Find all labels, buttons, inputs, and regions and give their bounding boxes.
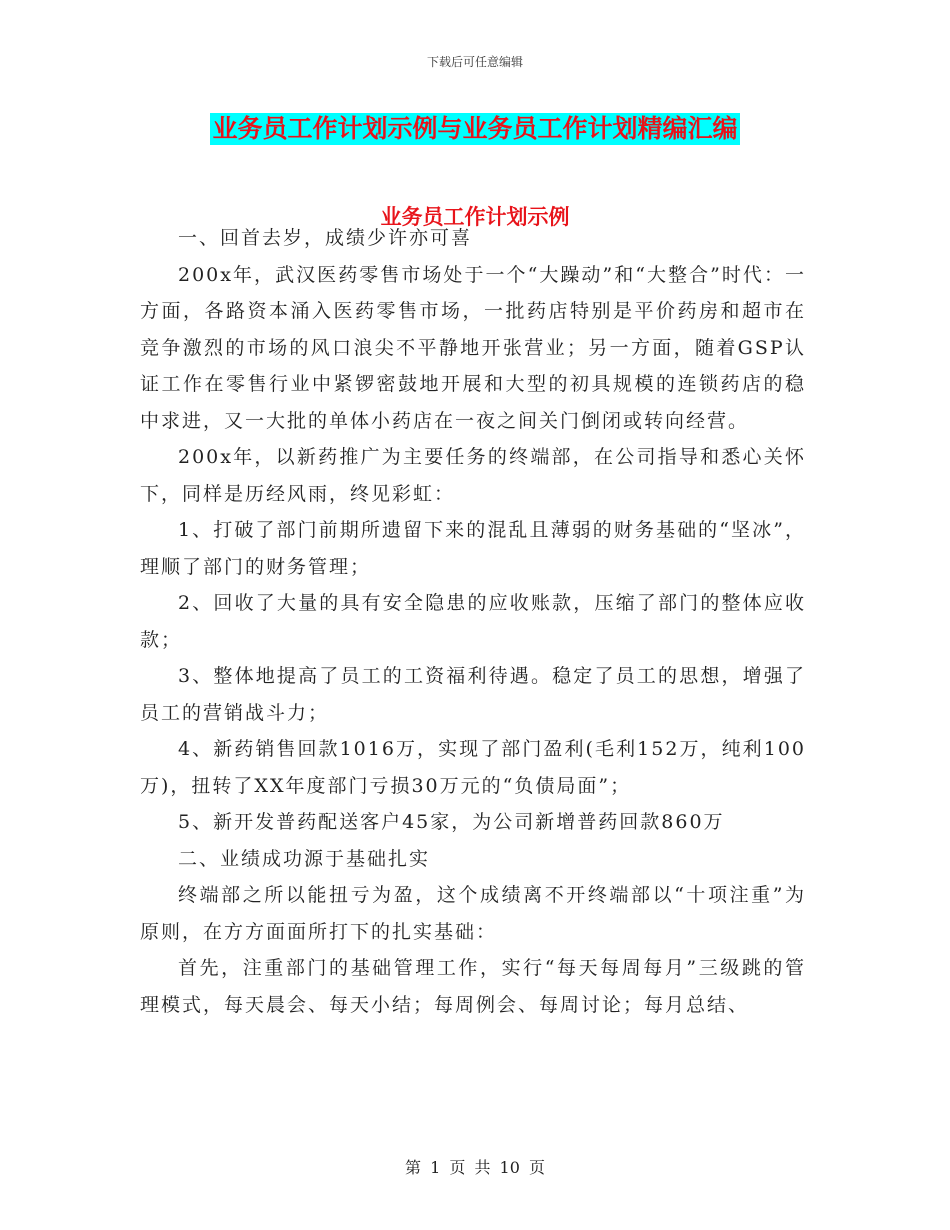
paragraph: 一、回首去岁，成绩少许亦可喜 (178, 227, 473, 249)
main-title-container (0, 113, 950, 145)
main-title: 业务员工作计划示例与业务员工作计划精编汇编 (212, 114, 738, 143)
paragraph: 5、新开发普药配送客户45家，为公司新增普药回款860万 (178, 811, 725, 833)
paragraph: 200x年，武汉医药零售市场处于一个“大躁动”和“大整合”时代：一方面，各路资本涌入医药零售市场，一批药店特别是平价药房和超市在竞争激烈的市场的风口浪尖不平静地开张营业；另一方面，随着GSP认证工作在零售行业中紧锣密鼓地开展和大型的初具规模的连锁药店的稳中求进，又一大批的单体小药店在一夜之间关门倒闭或转向经营。 (140, 263, 806, 432)
paragraph: 1、打破了部门前期所遗留下来的混乱且薄弱的财务基础的“坚冰”，理顺了部门的财务管理； (140, 519, 806, 578)
paragraph: 3、整体地提高了员工的工资福利待遇。稳定了员工的思想，增强了员工的营销战斗力； (140, 665, 806, 724)
document-body (140, 220, 806, 1023)
paragraph: 首先，注重部门的基础管理工作，实行“每天每周每月”三级跳的管理模式，每天晨会、每天小结；每周例会、每周讨论；每月总结、 (140, 957, 806, 1016)
paragraph: 2、回收了大量的具有安全隐患的应收账款，压缩了部门的整体应收款； (140, 592, 806, 651)
paragraph: 终端部之所以能扭亏为盈，这个成绩离不开终端部以“十项注重”为原则，在方方面面所打下的扎实基础： (140, 884, 806, 943)
paragraph: 200x年，以新药推广为主要任务的终端部，在公司指导和悉心关怀下，同样是历经风雨，终见彩虹： (140, 446, 806, 505)
page-footer: 第 1 页 共 10 页 (405, 1158, 545, 1177)
header-note: 下载后可任意编辑 (426, 55, 523, 69)
paragraph: 二、业绩成功源于基础扎实 (178, 847, 431, 870)
paragraph: 4、新药销售回款1016万，实现了部门盈利(毛利152万，纯利100万)，扭转了XX年度部门亏损30万元的“负债局面”； (140, 738, 806, 797)
section-title: 业务员工作计划示例 (380, 205, 570, 229)
